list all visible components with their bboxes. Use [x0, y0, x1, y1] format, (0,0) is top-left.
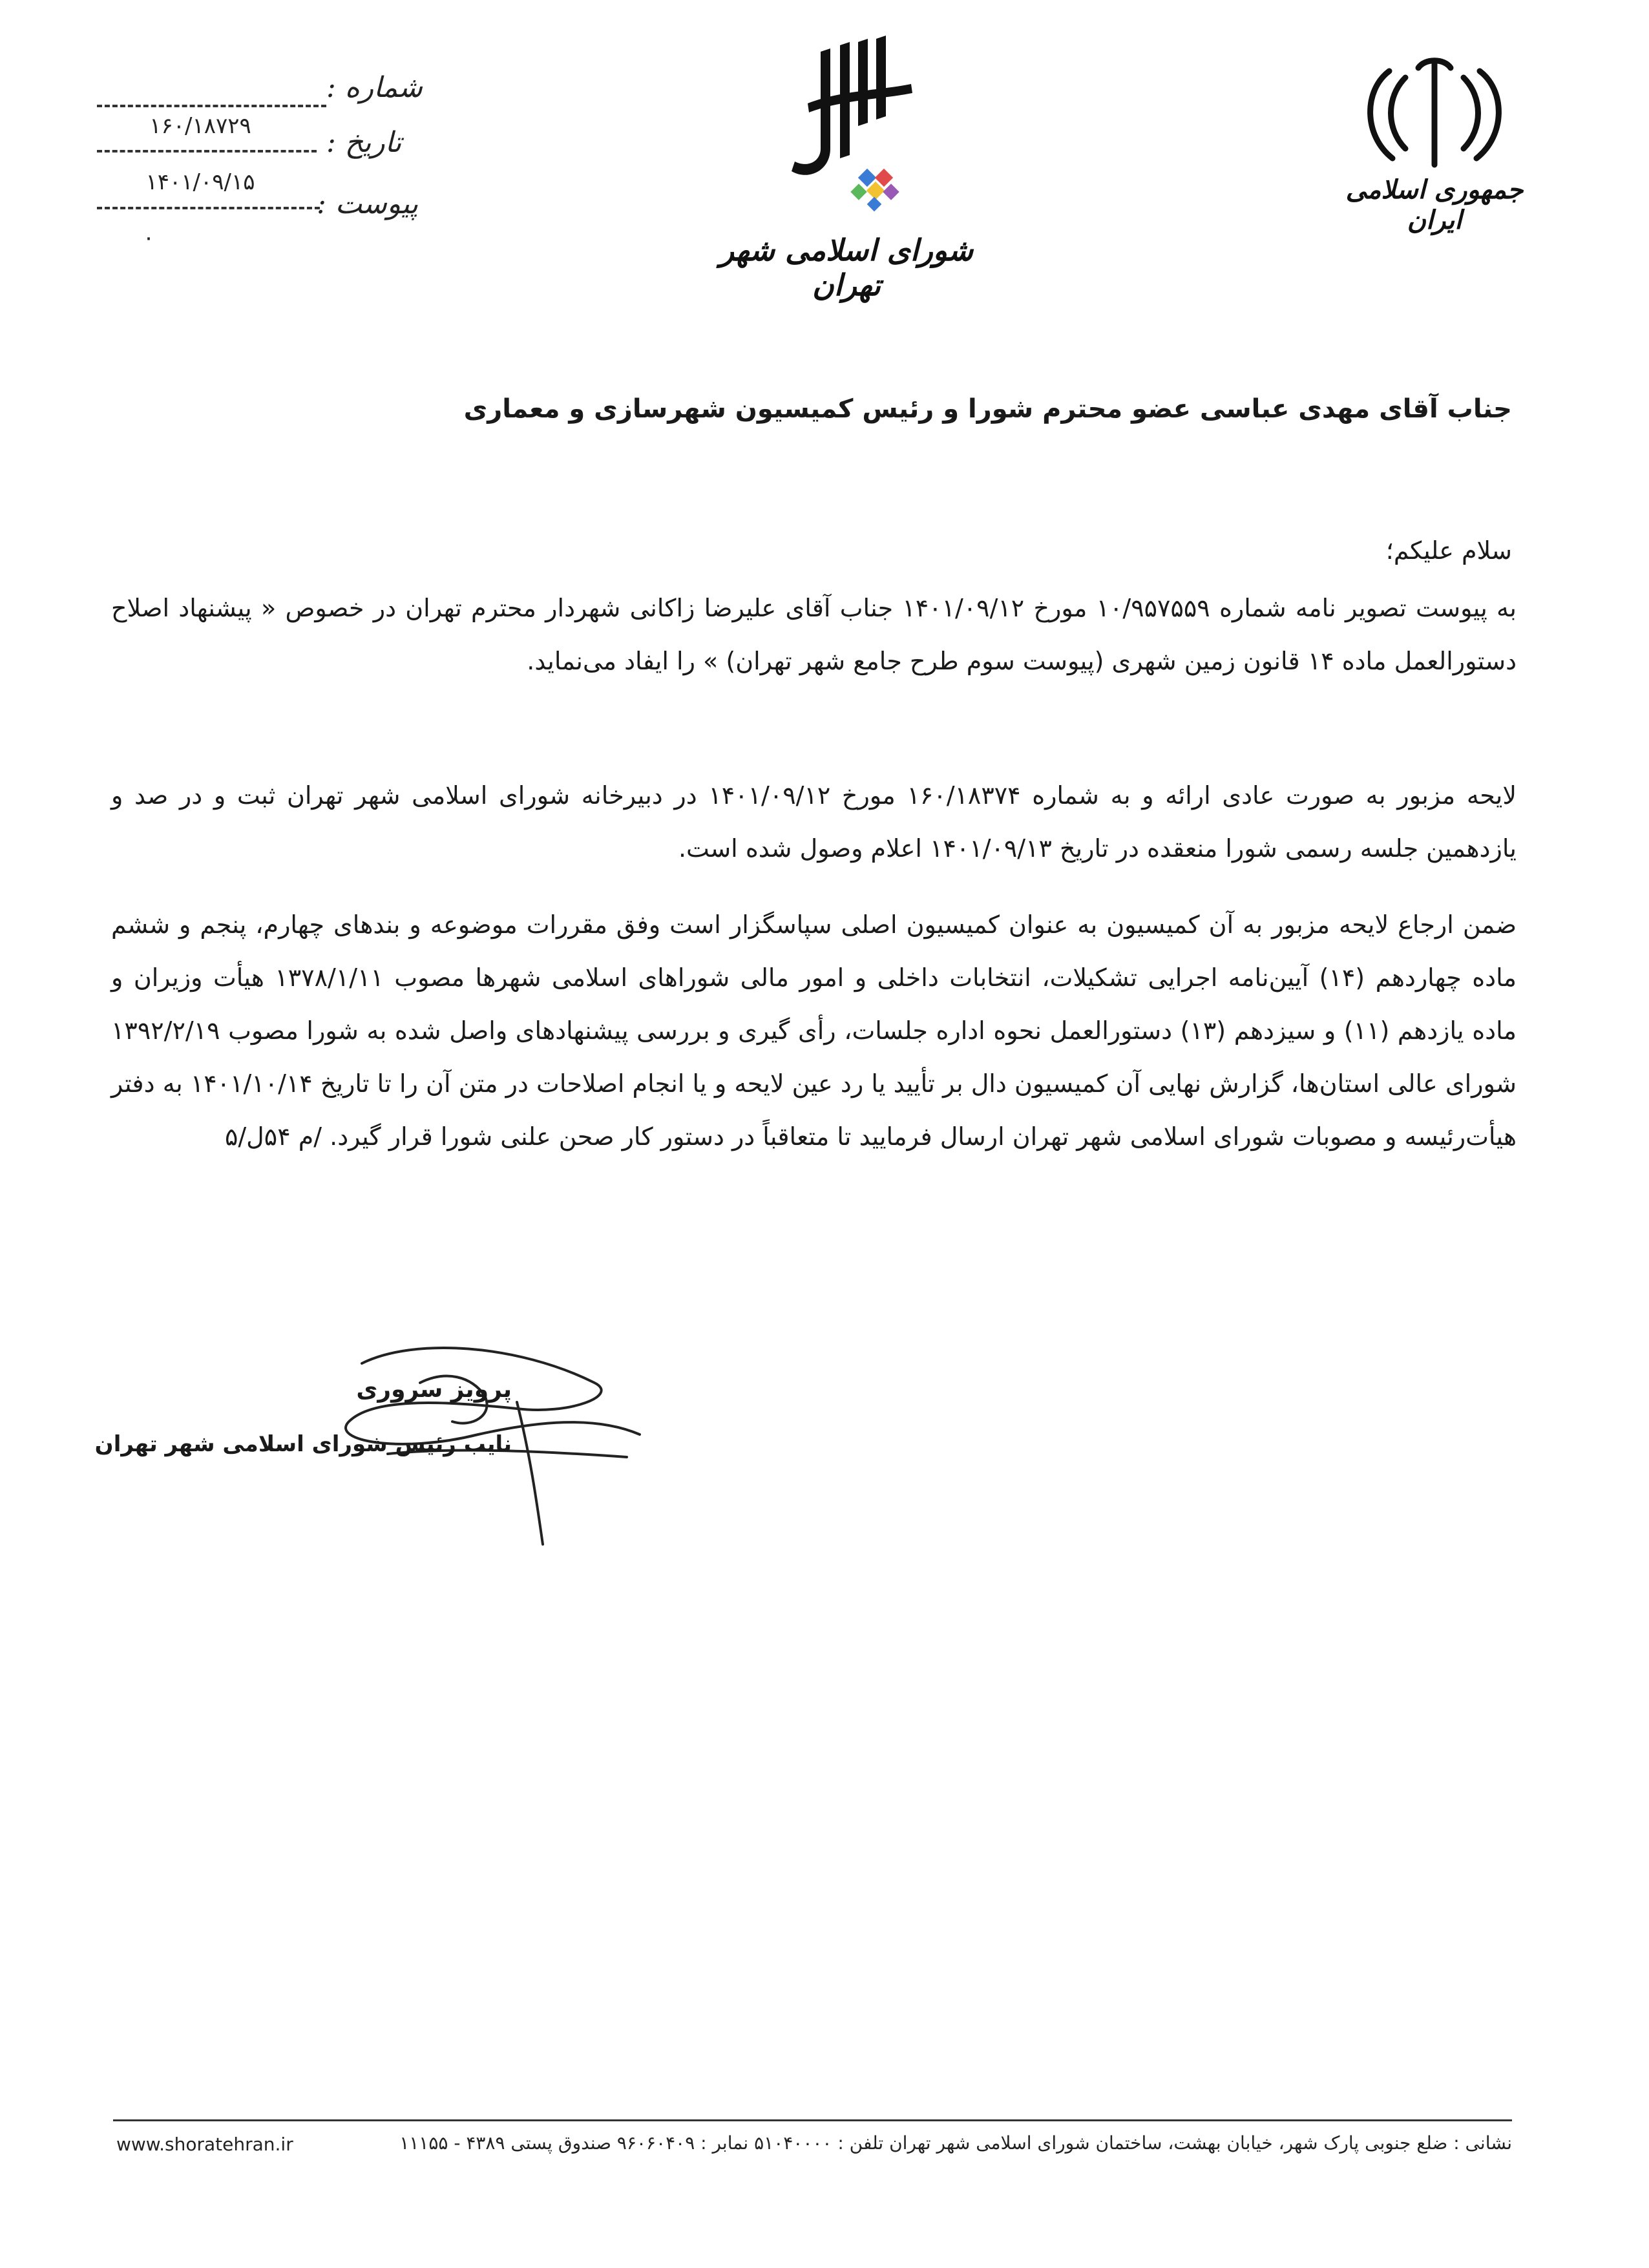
letter-number: ۱۶۰/۱۸۷۲۹	[149, 113, 251, 139]
iran-emblem	[1338, 52, 1531, 235]
signatory-title: نایب رئیس شورای اسلامی شهر تهران	[94, 1431, 512, 1457]
iran-emblem-caption: جمهوری اسلامی ایران	[1345, 174, 1524, 235]
council-logo-mark	[711, 26, 982, 220]
footer-website: www.shoratehran.ir	[116, 2134, 293, 2155]
council-logo	[711, 26, 982, 302]
number-label: شماره :	[326, 71, 423, 104]
iran-emblem-icon	[1338, 52, 1531, 174]
footer-divider	[113, 2119, 1512, 2121]
council-logo-caption: شورای اسلامی شهر تهران	[719, 233, 974, 302]
greeting: سلام علیکم؛	[1385, 536, 1512, 565]
date-label: تاریخ :	[326, 126, 402, 159]
footer-address: نشانی : ضلع جنوبی پارک شهر، خیابان بهشت، ساختمان شورای اسلامی شهر تهران تلفن : ۵۱۰۴۰۰۰۰ نمابر : ۹۶۰۶۰۴۰۹ صندوق پستی ۴۳۸۹ - ۱۱۱۵۵	[399, 2132, 1512, 2154]
logo-stroke-4	[876, 36, 886, 120]
signatory-name: پرویز سروری	[356, 1376, 512, 1403]
logo-colored-diamonds	[850, 169, 899, 211]
attachment-value: ۰	[142, 225, 155, 251]
logo-stroke-3	[858, 39, 868, 126]
addressee-line: جناب آقای مهدی عباسی عضو محترم شورا و رئیس کمیسیون شهرسازی و معماری	[463, 394, 1512, 424]
body-paragraph-2: لایحه مزبور به صورت عادی ارائه و به شماره ۱۶۰/۱۸۳۷۴ مورخ ۱۴۰۱/۰۹/۱۲ در دبیرخانه شورای اسلامی شهر تهران ثبت و در صد و یازدهمین جلسه رسمی شورا منعقده در تاریخ ۱۴۰۱/۰۹/۱۳ اعلام وصول شده است.	[111, 781, 1517, 863]
body-paragraph-3: ضمن ارجاع لایحه مزبور به آن کمیسیون به عنوان کمیسیون اصلی سپاسگزار است وفق مقررات موضوعه و بندهای چهارم، پنجم و ششم ماده چهاردهم (۱۴) آیین‌نامه اجرایی تشکیلات، انتخابات داخلی و امور مالی شوراهای اسلامی شهرها مصوب ۱۳۷۸/۱/۱۱ هیأت وزیران و ماده یازدهم (۱۱) و سیزدهم (۱۳) دستورالعمل نحوه اداره جلسات، رأی گیری و بررسی پیشنهادهای واصل شده به شورا مصوب ۱۳۹۲/۲/۱۹ شورای عالی استان‌ها، گزارش نهایی آن کمیسیون دال بر تأیید یا رد عین لایحه و یا انجام اصلاحات در متن آن را تا تاریخ ۱۴۰۱/۱۰/۱۴ به دفتر هیأت‌رئیسه و مصوبات شورای اسلامی شهر تهران ارسال فرمایید تا متعاقباً در دستور کار صحن علنی شورا قرار گیرد. /م ۵۴ل/۵	[111, 910, 1517, 1151]
logo-stroke-1	[792, 48, 830, 175]
letter-date: ۱۴۰۱/۰۹/۱۵	[145, 169, 255, 195]
attachment-label: پیوست :	[317, 187, 419, 220]
number-dash-line	[97, 105, 326, 107]
attachment-dash-line	[97, 207, 320, 209]
date-dash-line	[97, 150, 317, 152]
body-paragraph-1: به پیوست تصویر نامه شماره ۱۰/۹۵۷۵۵۹ مورخ ۱۴۰۱/۰۹/۱۲ جناب آقای علیرضا زاکانی شهردار محترم تهران در خصوص « پیشنهاد اصلاح دستورالعمل ماده ۱۴ قانون زمین شهری (پیوست سوم طرح جامع شهر تهران) » را ایفاد می‌نماید.	[111, 594, 1517, 675]
